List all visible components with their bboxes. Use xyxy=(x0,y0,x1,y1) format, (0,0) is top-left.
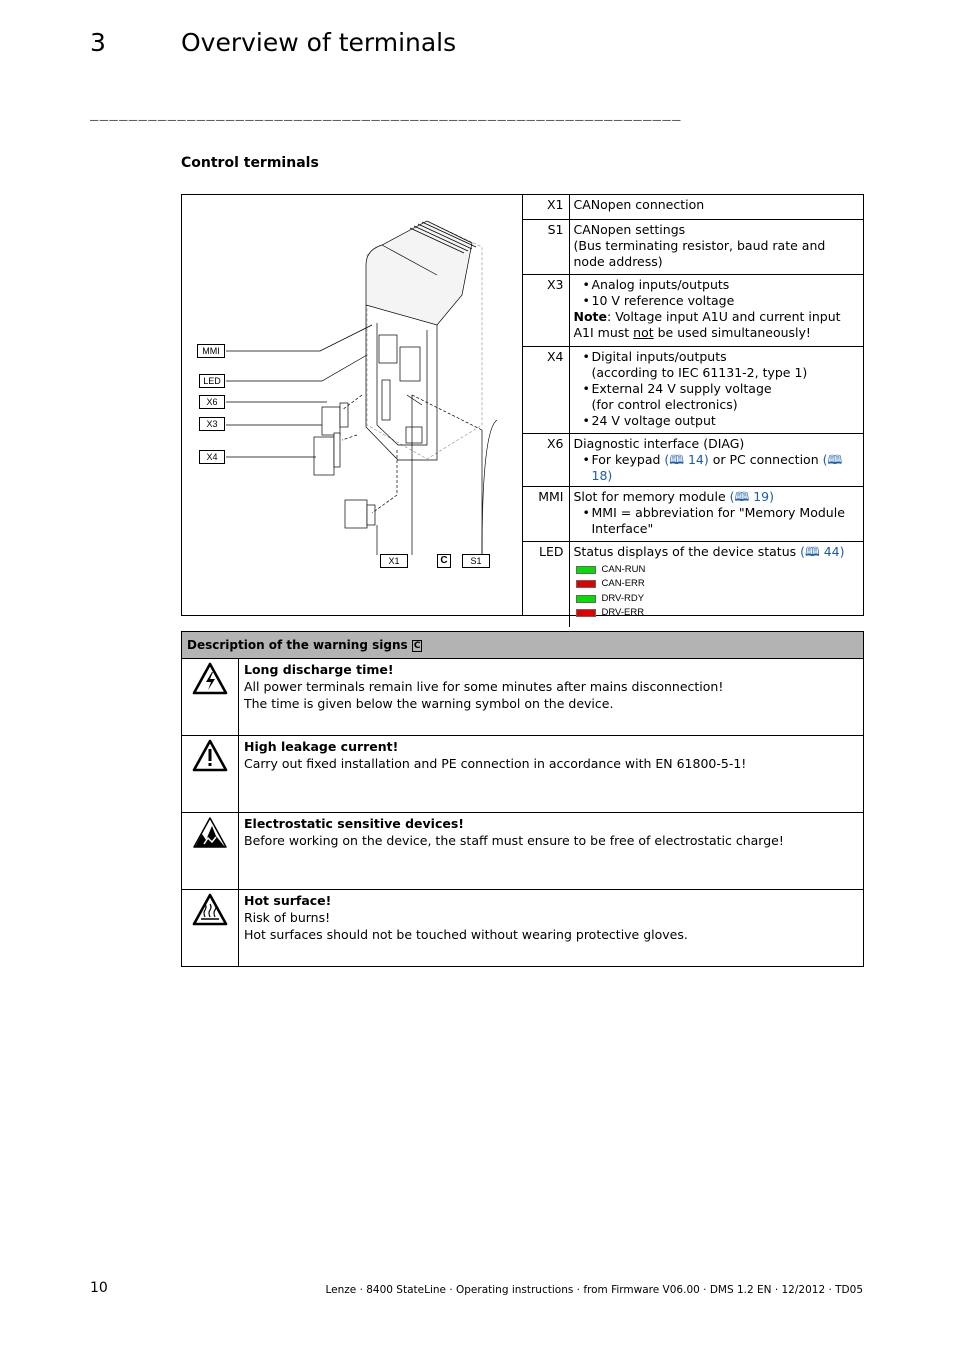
table-header-row xyxy=(182,632,864,659)
warning-header-text: Description of the warning signs xyxy=(187,638,408,652)
table-row xyxy=(523,274,863,346)
terminal-text: CANopen settings xyxy=(573,221,686,237)
x3-callout-label: X3 xyxy=(199,417,225,431)
control-terminals-table xyxy=(181,194,864,619)
list-item: • External 24 V supply voltage xyxy=(574,381,860,397)
x1-callout-label: X1 xyxy=(380,554,408,568)
warning-title: Long discharge time! xyxy=(244,662,394,677)
x6-callout-label: X6 xyxy=(199,395,225,409)
table-row xyxy=(523,195,863,219)
warning-table-header xyxy=(182,632,864,659)
warning-title: High leakage current! xyxy=(244,739,399,754)
terminal-key: MMI xyxy=(523,486,569,541)
led-label: DRV-ERR xyxy=(601,607,645,619)
list-item-continuation: (for control electronics) xyxy=(591,396,738,412)
chapter-number: 3 xyxy=(90,28,106,57)
led-indicator xyxy=(576,566,596,574)
led-item xyxy=(574,577,860,592)
note-emphasis: not xyxy=(633,324,654,340)
warning-line: Hot surfaces should not be touched without wearing protective gloves. xyxy=(244,927,688,942)
warning-text-cell xyxy=(239,736,864,813)
memory-module-page-link[interactable]: (🕮 19) xyxy=(729,488,774,504)
description-text: Slot for memory module xyxy=(573,488,730,504)
page-number: 10 xyxy=(90,1280,108,1296)
c-symbol-box: C xyxy=(413,640,421,651)
list-item: • 24 V voltage output xyxy=(574,413,860,429)
warning-text-cell xyxy=(239,813,864,890)
terminal-text: Diagnostic interface (DIAG) xyxy=(573,435,745,451)
warning-line: The time is given below the warning symbol on the device. xyxy=(244,696,614,711)
table-row xyxy=(523,486,863,541)
section-heading: Control terminals xyxy=(181,155,319,171)
terminal-note xyxy=(574,309,860,341)
keypad-page-link[interactable]: (🕮 14) xyxy=(664,451,709,467)
terminal-note: (Bus terminating resistor, baud rate and node address) xyxy=(573,237,826,269)
terminal-key: S1 xyxy=(523,219,569,274)
device-drawing-icon xyxy=(182,195,522,615)
terminal-description-table xyxy=(523,195,863,627)
terminal-key: X1 xyxy=(523,195,569,219)
note-label: Note xyxy=(573,308,608,324)
warning-line: Risk of burns! xyxy=(244,910,331,925)
bullet-text: For keypad xyxy=(591,451,665,467)
list-item: • Digital inputs/outputs xyxy=(574,349,860,365)
electric-hazard-icon xyxy=(192,662,228,696)
table-row xyxy=(182,890,864,967)
header-separator: _____________________________________________________________ xyxy=(90,108,682,124)
device-figure xyxy=(182,195,523,615)
chapter-title: Overview of terminals xyxy=(181,28,457,57)
terminal-description xyxy=(569,274,863,346)
table-row xyxy=(523,541,863,627)
bullet-text: or PC connection xyxy=(708,451,823,467)
led-item xyxy=(574,592,860,607)
s1-callout-label: S1 xyxy=(462,554,490,568)
esd-icon xyxy=(192,816,228,850)
table-row xyxy=(182,659,864,736)
mmi-callout-label: MMI xyxy=(197,344,225,358)
led-indicator xyxy=(576,595,596,603)
warning-icon-cell xyxy=(182,736,239,813)
table-row xyxy=(523,219,863,274)
c-callout-label: C xyxy=(437,554,451,568)
note-text: be used simultaneously! xyxy=(653,324,811,340)
led-label: CAN-RUN xyxy=(601,563,646,575)
note-text: : Voltage input A1U and current input A1I must xyxy=(573,308,841,340)
table-row xyxy=(523,346,863,433)
table-row xyxy=(182,736,864,813)
terminal-text xyxy=(574,544,860,560)
terminal-description xyxy=(569,486,863,541)
terminal-text xyxy=(574,489,860,505)
warning-line: Carry out fixed installation and PE connection in accordance with EN 61800-5-1! xyxy=(244,756,747,771)
warning-icon-cell xyxy=(182,813,239,890)
list-item: • 10 V reference voltage xyxy=(574,293,860,309)
description-text: Status displays of the device status xyxy=(573,543,801,559)
terminal-key: X6 xyxy=(523,433,569,486)
warning-text-cell xyxy=(239,890,864,967)
list-item: • Analog inputs/outputs xyxy=(574,277,860,293)
warning-line: Before working on the device, the staff must ensure to be free of electrostatic charge! xyxy=(244,833,784,848)
general-warning-icon xyxy=(192,739,228,773)
footer-text: Lenze · 8400 StateLine · Operating instructions · from Firmware V06.00 · DMS 1.2 EN · 12/2012 · TD05 xyxy=(325,1284,863,1296)
terminal-key: X3 xyxy=(523,274,569,346)
warning-title: Electrostatic sensitive devices! xyxy=(244,816,464,831)
pc-connection-page-link[interactable]: (🕮 18) xyxy=(591,451,843,483)
terminal-description: CANopen connection xyxy=(569,195,863,219)
terminal-key: LED xyxy=(523,541,569,627)
warning-title: Hot surface! xyxy=(244,893,332,908)
terminal-key: X4 xyxy=(523,346,569,433)
list-item-continuation: (according to IEC 61131-2, type 1) xyxy=(591,364,808,380)
led-indicator xyxy=(576,609,596,617)
terminal-description xyxy=(569,541,863,627)
x4-callout-label: X4 xyxy=(199,450,225,464)
warning-line: All power terminals remain live for some minutes after mains disconnection! xyxy=(244,679,724,694)
led-label: DRV-RDY xyxy=(601,592,645,604)
terminal-description xyxy=(569,219,863,274)
terminal-description xyxy=(569,346,863,433)
led-item xyxy=(574,606,860,621)
table-row xyxy=(523,433,863,486)
led-item xyxy=(574,563,860,578)
status-display-page-link[interactable]: (🕮 44) xyxy=(800,543,845,559)
warning-icon-cell xyxy=(182,659,239,736)
led-indicator xyxy=(576,580,596,588)
list-item: • MMI = abbreviation for "Memory Module Interface" xyxy=(574,505,860,537)
warning-icon-cell xyxy=(182,890,239,967)
hot-surface-icon xyxy=(192,893,228,927)
led-callout-label: LED xyxy=(199,374,225,388)
led-label: CAN-ERR xyxy=(601,578,645,590)
table-row xyxy=(182,813,864,890)
warning-signs-table xyxy=(181,631,864,967)
list-item xyxy=(574,452,860,484)
warning-text-cell xyxy=(239,659,864,736)
led-legend xyxy=(574,563,860,621)
terminal-description xyxy=(569,433,863,486)
